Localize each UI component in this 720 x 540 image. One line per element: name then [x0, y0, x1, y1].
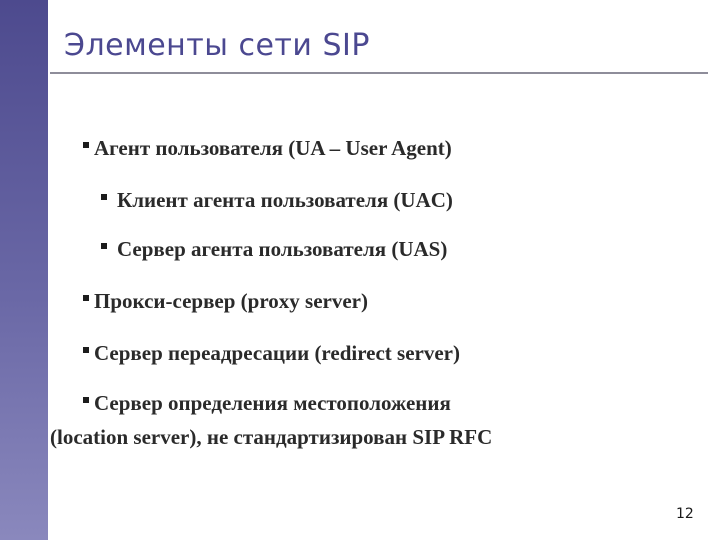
page-number: 12 — [676, 506, 694, 522]
square-bullet-icon — [83, 347, 89, 353]
bullet-item — [83, 390, 451, 416]
bullet-text: Агент пользователя (UA – User Agent) — [94, 136, 452, 160]
bullet-text: Прокси-сервер (proxy server) — [94, 289, 368, 313]
bullet-text: Клиент агента пользователя (UAC) — [117, 188, 453, 212]
square-bullet-icon — [101, 243, 107, 249]
bullet-item — [83, 135, 452, 161]
square-bullet-icon — [83, 142, 89, 148]
sub-bullet-item — [101, 236, 447, 262]
bullet-item — [83, 340, 460, 366]
slide-title: Элементы сети SIP — [64, 28, 370, 63]
square-bullet-icon — [83, 397, 89, 403]
bullet-text: Сервер определения местоположения — [94, 391, 451, 415]
square-bullet-icon — [83, 295, 89, 301]
bullet-text: Сервер переадресации (redirect server) — [94, 341, 460, 365]
bullet-item — [83, 288, 368, 314]
bullet-text: Сервер агента пользователя (UAS) — [117, 237, 448, 261]
bullet-continuation-text: (location server), не стандартизирован SIP RFC — [50, 425, 493, 449]
square-bullet-icon — [101, 194, 107, 200]
sub-bullet-item — [101, 187, 453, 213]
